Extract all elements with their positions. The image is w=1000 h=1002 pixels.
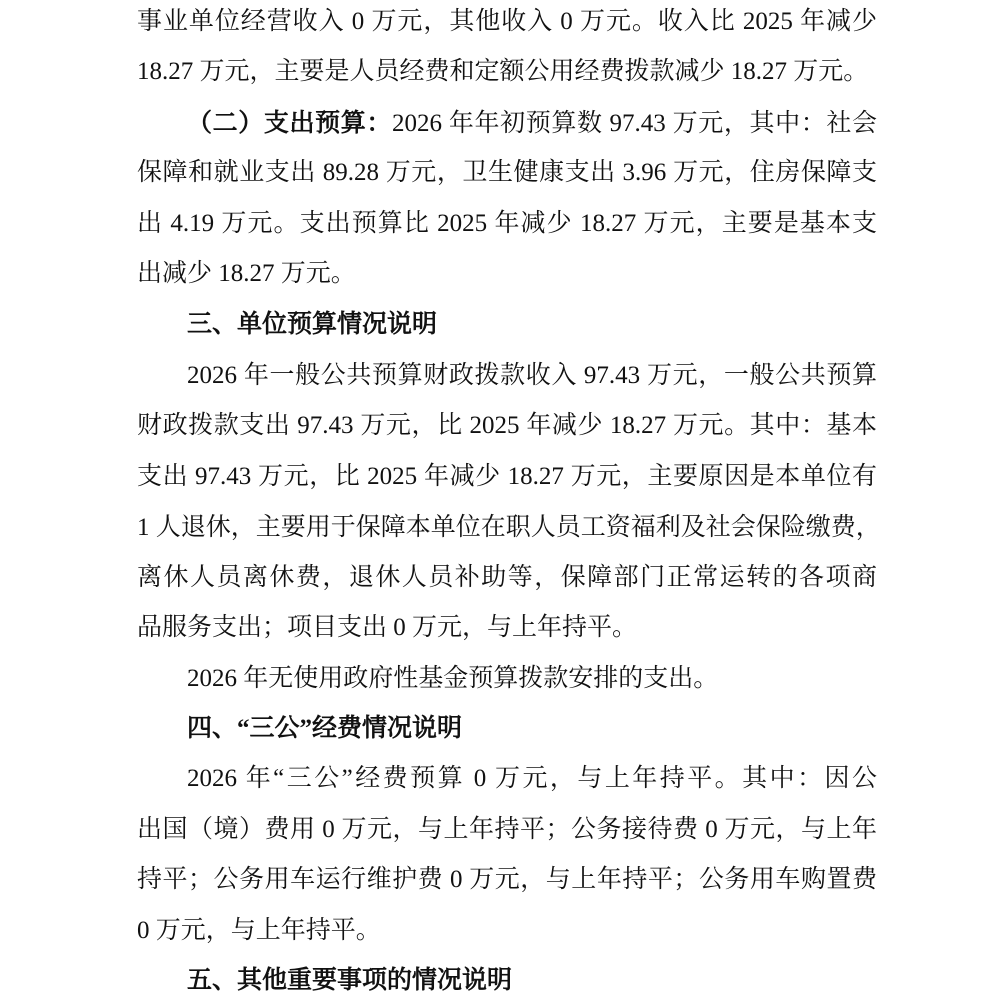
- text-line: 事业单位经营收入 0 万元，其他收入 0 万元。收入比 2025 年减少: [137, 8, 877, 35]
- text-line: 财政拨款支出 97.43 万元，比 2025 年减少 18.27 万元。其中：基本: [137, 412, 877, 439]
- section-heading-3: 三、单位预算情况说明: [187, 311, 438, 338]
- text-line: 离休人员离休费，退休人员补助等，保障部门正常运转的各项商: [137, 564, 877, 591]
- text-line: 持平；公务用车运行维护费 0 万元，与上年持平；公务用车购置费: [137, 866, 877, 893]
- section-heading-4: 四、“三公”经费情况说明: [187, 715, 463, 742]
- text-line: 出 4.19 万元。支出预算比 2025 年减少 18.27 万元，主要是基本支: [137, 210, 877, 237]
- text-line: 18.27 万元，主要是人员经费和定额公用经费拨款减少 18.27 万元。: [137, 58, 869, 85]
- text-line: 2026 年一般公共预算财政拨款收入 97.43 万元，一般公共预算: [187, 362, 877, 389]
- text-line: 支出 97.43 万元，比 2025 年减少 18.27 万元，主要原因是本单位有: [137, 463, 877, 490]
- section-heading-5: 五、其他重要事项的情况说明: [187, 967, 513, 994]
- subheading-expenditure-budget: （二）支出预算：: [187, 110, 392, 137]
- text-span: 2026 年年初预算数 97.43 万元，其中：社会: [392, 110, 877, 137]
- text-line: 出减少 18.27 万元。: [137, 260, 356, 287]
- text-line: 1 人退休，主要用于保障本单位在职人员工资福利及社会保险缴费，: [137, 514, 881, 541]
- text-line: 2026 年无使用政府性基金预算拨款安排的支出。: [187, 665, 719, 692]
- text-line: 0 万元，与上年持平。: [137, 917, 381, 944]
- text-line: 2026 年“三公”经费预算 0 万元，与上年持平。其中：因公: [187, 765, 877, 792]
- text-line: 保障和就业支出 89.28 万元，卫生健康支出 3.96 万元，住房保障支: [137, 159, 877, 186]
- text-line: [187, 107, 877, 141]
- text-line: 品服务支出；项目支出 0 万元，与上年持平。: [137, 614, 638, 641]
- text-line: 出国（境）费用 0 万元，与上年持平；公务接待费 0 万元，与上年: [137, 816, 877, 843]
